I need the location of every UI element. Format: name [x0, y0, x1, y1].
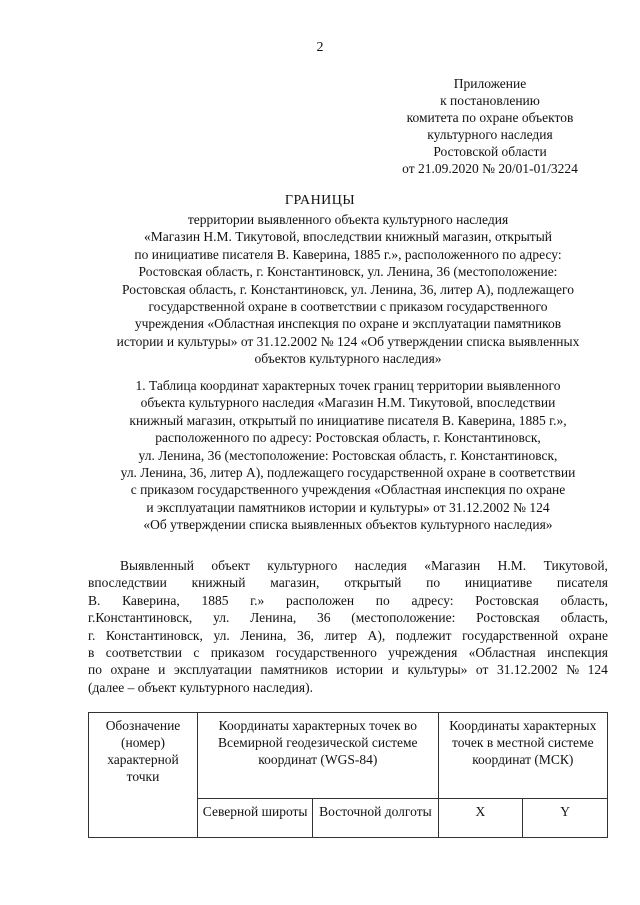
section1-heading: [88, 377, 608, 534]
paragraph-word: культурного: [267, 558, 338, 573]
section1-line: и эксплуатации памятников истории и культуры» от 31.12.2002 № 124: [146, 499, 550, 515]
paragraph-word: писателя: [556, 575, 608, 591]
paragraph-word: Ленина,: [240, 627, 287, 643]
paragraph-word: открытый: [344, 575, 402, 591]
paragraph-word: по: [426, 575, 441, 591]
paragraph-word: А),: [367, 627, 386, 643]
paragraph-line: [88, 609, 608, 626]
paragraph-word: магазин,: [270, 575, 320, 591]
paragraph-word: впоследствии: [88, 575, 167, 591]
paragraph-word: по: [375, 592, 390, 608]
section1-line: книжный магазин, открытый по инициативе писателя В. Каверина, 1885 г.»,: [129, 412, 567, 428]
paragraph-word: от: [475, 662, 489, 678]
paragraph-word: «Магазин: [424, 558, 481, 573]
paragraph-word: 36: [316, 610, 331, 626]
paragraph-word: г.: [88, 627, 96, 643]
paragraph-word: 1885: [201, 592, 229, 608]
appendix-line: культурного наследия: [427, 127, 553, 142]
paragraph-word: расположен: [286, 592, 355, 608]
section1-line: 1. Таблица координат характерных точек границ территории выявленного: [135, 378, 561, 393]
paragraph-word: (местоположение:: [351, 610, 456, 626]
paragraph-word: и: [158, 662, 166, 678]
col-msk-header: Координаты характерных точек в местной системе координат (МСК): [438, 713, 607, 799]
paragraph-word: эксплуатации: [173, 662, 252, 678]
subtitle-line: государственной охране в соответствии с приказом государственного: [148, 299, 548, 315]
subtitle-line: территории выявленного объекта культурного наследия: [187, 212, 509, 227]
paragraph-word: истории: [336, 662, 384, 678]
paragraph-line: (далее – объект культурного наследия).: [88, 679, 313, 695]
paragraph-word: охране: [110, 662, 150, 678]
paragraph-word: «Областная: [468, 645, 536, 661]
paragraph-line: [88, 557, 608, 574]
subtitle-line: по инициативе писателя В. Каверина, 1885 г.», расположенного по адресу:: [134, 246, 562, 262]
col-wgs-header: Координаты характерных точек во Всемирной геодезической системе координат (WGS-84): [198, 713, 439, 799]
subtitle-line: учреждения «Областная инспекция по охране и эксплуатации памятников: [134, 316, 562, 332]
subtitle-line: объектов культурного наследия»: [254, 351, 442, 367]
appendix-line: комитета по охране объектов: [406, 110, 574, 125]
paragraph-word: и: [391, 662, 399, 678]
coordinates-table: [88, 712, 608, 838]
paragraph-word: государственной: [462, 627, 559, 643]
paragraph-line: [88, 574, 608, 591]
paragraph-word: инспекция: [547, 645, 608, 661]
col-north-header: Северной широты: [198, 799, 313, 838]
paragraph-word: 36,: [297, 627, 314, 643]
paragraph-word: наследия: [354, 558, 407, 573]
paragraph-word: Тикутовой,: [543, 558, 608, 573]
col-x-header: X: [438, 799, 523, 838]
section1-line: расположенного по адресу: Ростовская область, г. Константиновск,: [155, 430, 541, 446]
paragraph-word: г.»: [250, 592, 265, 608]
paragraph-word: Н.М.: [497, 558, 527, 573]
subtitle-line: «Магазин Н.М. Тикутовой, впоследствии книжный магазин, открытый: [143, 229, 552, 245]
col-point-header: Обозначение (номер) характерной точки: [89, 713, 198, 838]
paragraph-word: по: [88, 662, 102, 678]
section1-line: ул. Ленина, 36, литер А), подлежащего государственной охране в соответствии: [120, 465, 576, 481]
body-paragraph: [88, 557, 608, 696]
paragraph-line: [88, 661, 608, 678]
paragraph-word: книжный: [191, 575, 246, 591]
paragraph-word: подлежит: [395, 627, 452, 643]
appendix-line: от 21.09.2020 № 20/01-01/3224: [402, 161, 578, 176]
paragraph-word: соответствии: [105, 645, 182, 661]
section1-line: «Об утверждении списка выявленных объектов культурного наследия»: [143, 517, 553, 533]
appendix-block: [330, 75, 640, 177]
subtitle-line: истории и культуры» от 31.12.2002 № 124 «Об утверждении списка выявленных: [116, 333, 580, 349]
subtitle-block: [88, 211, 608, 368]
page-number: 2: [316, 40, 324, 55]
paragraph-word: Ленина,: [250, 610, 297, 626]
paragraph-word: памятников: [260, 662, 328, 678]
paragraph-word: ул.: [213, 627, 230, 643]
paragraph-word: область,: [560, 610, 608, 626]
paragraph-word: ул.: [213, 610, 230, 626]
document-title: ГРАНИЦЫ: [284, 193, 356, 208]
paragraph-word: 124: [587, 662, 608, 678]
appendix-line: Приложение: [453, 76, 527, 91]
paragraph-word: учреждения: [388, 645, 458, 661]
subtitle-line: Ростовская область, г. Константиновск, ул. Ленина, 36 (местоположение:: [138, 264, 558, 280]
paragraph-word: в: [88, 645, 95, 661]
paragraph-word: с: [193, 645, 200, 661]
paragraph-word: г.Константиновск,: [88, 610, 193, 626]
paragraph-word: Ростовская: [476, 610, 540, 626]
paragraph-word: объект: [211, 558, 250, 573]
table-header-row: [89, 713, 608, 799]
paragraph-line: [88, 592, 608, 609]
paragraph-word: Выявленный: [120, 558, 194, 573]
paragraph-word: литер: [324, 627, 358, 643]
paragraph-word: Константиновск,: [105, 627, 203, 643]
paragraph-word: охране: [568, 627, 608, 643]
paragraph-word: инициативе: [464, 575, 533, 591]
paragraph-word: культуры»: [407, 662, 468, 678]
section1-line: ул. Ленина, 36 (местоположение: Ростовская область, г. Константиновск,: [138, 447, 558, 463]
paragraph-word: №: [566, 662, 580, 678]
paragraph-word: адресу:: [411, 592, 454, 608]
col-y-header: Y: [523, 799, 608, 838]
paragraph-word: приказом: [210, 645, 265, 661]
subtitle-line: Ростовская область, г. Константиновск, ул. Ленина, 36, литер А), подлежащего: [122, 281, 574, 297]
paragraph-word: Каверина,: [122, 592, 180, 608]
section1-line: объекта культурного наследия «Магазин Н.М. Тикутовой, впоследствии: [140, 395, 556, 411]
paragraph-word: 31.12.2002: [496, 662, 558, 678]
appendix-line: Ростовской области: [433, 144, 547, 159]
paragraph-word: В.: [88, 592, 101, 608]
paragraph-word: область,: [560, 592, 608, 608]
appendix-line: к постановлению: [440, 93, 540, 108]
paragraph-line: [88, 644, 608, 661]
col-east-header: Восточной долготы: [313, 799, 438, 838]
paragraph-word: государственного: [275, 645, 377, 661]
paragraph-line: [88, 627, 608, 644]
section1-line: с приказом государственного учреждения «Областная инспекция по охране: [130, 482, 566, 498]
paragraph-word: Ростовская: [475, 592, 539, 608]
